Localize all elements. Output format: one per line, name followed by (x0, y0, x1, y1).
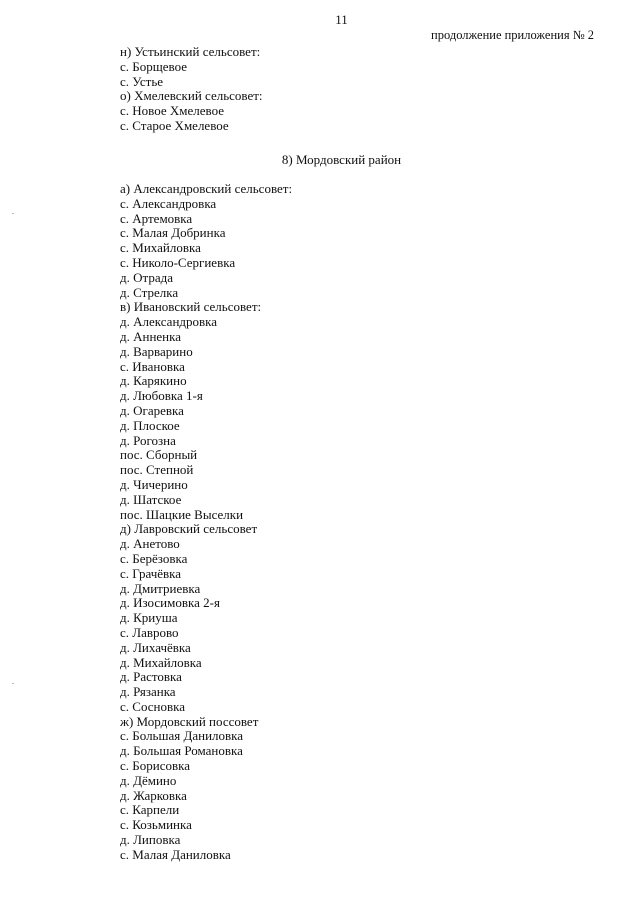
list-item: с. Николо-Сергиевка (120, 254, 236, 270)
list-item: ж) Мордовский поссовет (120, 713, 259, 729)
section-title: 8) Мордовский район (281, 152, 402, 167)
list-item: с. Старое Хмелевое (120, 117, 229, 133)
list-item: пос. Степной (120, 462, 194, 478)
list-item: д. Шатское (120, 491, 182, 507)
list-item: д. Лихачёвка (120, 639, 191, 655)
list-item: д. Большая Романовка (120, 743, 243, 759)
list-item: д) Лавровский сельсовет (120, 521, 258, 537)
list-item: д. Дмитриевка (120, 580, 201, 596)
list-item: пос. Шацкие Выселки (120, 506, 244, 522)
list-item: д. Рязанка (120, 684, 176, 700)
list-item: н) Устьинский сельсовет: (120, 44, 261, 59)
list-item: с. Новое Хмелевое (120, 103, 225, 119)
list-item: д. Анетово (120, 536, 180, 552)
list-item: д. Растовка (120, 669, 182, 685)
list-item: д. Дёмино (120, 772, 177, 788)
list-item: с. Большая Даниловка (120, 728, 244, 744)
list-item: д. Любовка 1-я (120, 388, 203, 404)
list-item: пос. Сборный (120, 447, 198, 463)
list-item: с. Малая Добринка (120, 225, 226, 241)
list-item: с. Ивановка (120, 358, 185, 374)
list-item: д. Анненка (120, 328, 182, 344)
list-item: д. Чичерино (120, 476, 188, 492)
list-item: д. Отрада (120, 269, 173, 285)
list-item: с. Козьминка (120, 817, 192, 833)
list-item: д. Варварино (120, 343, 193, 359)
list-item: о) Хмелевский сельсовет: (120, 88, 263, 104)
list-item: с. Карпели (120, 802, 180, 818)
list-item: д. Рогозна (120, 432, 176, 448)
list-item: с. Сосновка (120, 698, 186, 714)
list-item: с. Борщевое (120, 58, 187, 74)
list-item: а) Александровский сельсовет: (120, 181, 293, 196)
margin-mark (12, 213, 14, 214)
list-item: д. Огаревка (120, 402, 184, 418)
page-number: 11 (335, 12, 348, 27)
list-item: с. Малая Даниловка (120, 846, 231, 862)
list-item: с. Александровка (120, 195, 217, 211)
list-item: с. Берёзовка (120, 550, 188, 566)
main-list (120, 182, 292, 863)
margin-mark (12, 683, 14, 684)
list-item: д. Михайловка (120, 654, 202, 670)
list-item: с. Борисовка (120, 758, 190, 774)
list-item: д. Александровка (120, 314, 218, 330)
list-item: д. Жарковка (120, 787, 187, 803)
list-item: с. Михайловка (120, 240, 201, 256)
list-item: в) Ивановский сельсовет: (120, 299, 262, 315)
list-item: д. Стрелка (120, 284, 179, 300)
list-item: с. Лаврово (120, 624, 179, 640)
list-item: с. Артемовка (120, 210, 193, 226)
list-item: д. Карякино (120, 373, 187, 389)
continuation-note: продолжение приложения № 2 (431, 28, 594, 42)
top-list (120, 45, 263, 134)
list-item: д. Липовка (120, 832, 181, 848)
list-item: с. Грачёвка (120, 565, 182, 581)
list-item: д. Криуша (120, 610, 178, 626)
list-item: д. Плоское (120, 417, 180, 433)
list-item: д. Изосимовка 2-я (120, 595, 220, 611)
list-item: с. Устье (120, 73, 164, 89)
